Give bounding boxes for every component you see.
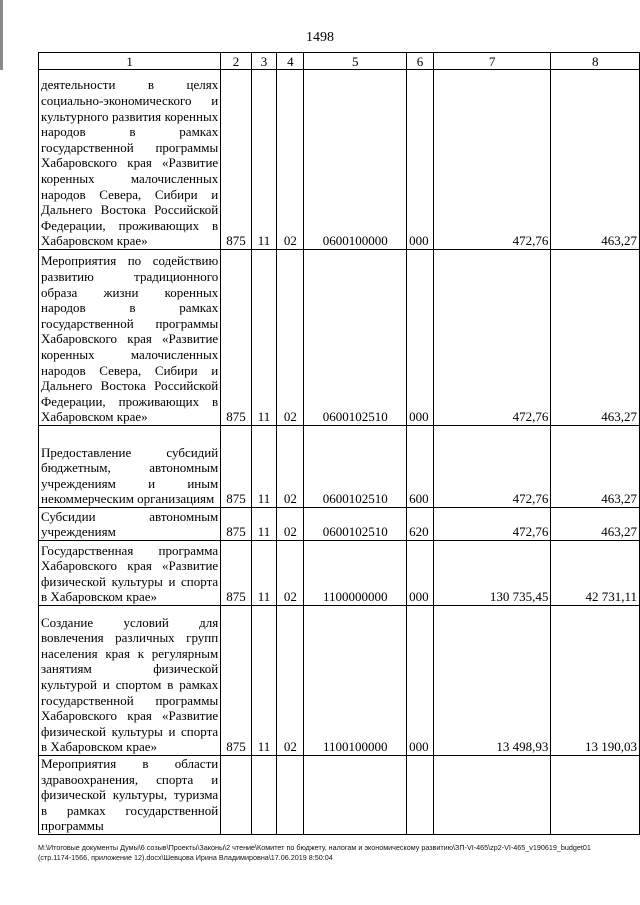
table-row: [39, 508, 640, 541]
cell-subsection: 02: [277, 508, 304, 541]
cell-section: 11: [251, 426, 276, 508]
cell-expense-type: 000: [407, 606, 434, 756]
cell-ministry: 875: [221, 250, 252, 426]
cell-target-article: 1100100000: [304, 606, 407, 756]
cell-target-article: 0600102510: [304, 250, 407, 426]
cell-subsection: 02: [277, 250, 304, 426]
cell-expense-type: 600: [407, 426, 434, 508]
row-name: Предоставление субсидий бюджетным, автономным учреждениям и иным некоммерческим организациям: [39, 426, 221, 508]
cell-amount-2021: 463,27: [551, 426, 640, 508]
cell-section: 11: [251, 606, 276, 756]
row-name: Мероприятия по содействию развитию традиционного образа жизни коренных народов в рамках государственной программы Хабаровского края «Развитие коренных малочисленных народов Севера, Сибири и Дальнего Востока Российской Федерации, проживающих в Хабаровском крае»: [39, 250, 221, 426]
cell-target-article: 0600102510: [304, 508, 407, 541]
cell-amount-2020: 130 735,45: [433, 541, 550, 606]
row-name: Субсидии автономным учреждениям: [39, 508, 221, 541]
cell-subsection: 02: [277, 426, 304, 508]
cell-ministry: 875: [221, 508, 252, 541]
cell-ministry: 875: [221, 70, 252, 250]
cell-amount-2020: 472,76: [433, 250, 550, 426]
cell-amount-2020: 472,76: [433, 70, 550, 250]
table-header-row: [39, 53, 640, 70]
cell-subsection: 02: [277, 606, 304, 756]
table-row: [39, 756, 640, 835]
column-header: 5: [304, 53, 407, 70]
cell-amount-2021: 463,27: [551, 250, 640, 426]
table-row: [39, 426, 640, 508]
cell-amount-2021: 463,27: [551, 508, 640, 541]
cell-expense-type: 000: [407, 250, 434, 426]
cell-ministry: 875: [221, 426, 252, 508]
table-row: [39, 250, 640, 426]
table-row: [39, 70, 640, 250]
cell-amount-2020: 13 498,93: [433, 606, 550, 756]
row-name: Мероприятия в области здравоохранения, спорта и физической культуры, туризма в рамках государственной программы: [39, 756, 221, 835]
cell-ministry: 875: [221, 541, 252, 606]
table-row: [39, 541, 640, 606]
column-header: 1: [39, 53, 221, 70]
cell-amount-2021: 13 190,03: [551, 606, 640, 756]
cell-amount-2021: 463,27: [551, 70, 640, 250]
cell-target-article: 0600102510: [304, 426, 407, 508]
column-header: 4: [277, 53, 304, 70]
cell-amount-2020: [433, 756, 550, 835]
footer-path-line: М:\Итоговые документы Думы\6 созыв\Проекты\Законы\2 чтение\Комитет по бюджету, налогам и экономическому развитию\ЗП-VI-465\zp2-VI-465_v190619_budget01: [38, 843, 591, 852]
row-name: деятельности в целях социально-экономического и культурного развития коренных народов в рамках государственной программы Хабаровского края «Развитие коренных малочисленных народов Севера, Сибири и Дальнего Востока Российской Федерации, проживающих в Хабаровском крае»: [39, 70, 221, 250]
cell-subsection: [277, 756, 304, 835]
row-name: Создание условий для вовлечения различных групп населения края к регулярным занятиям физической культурой и спортом в рамках государственной программы Хабаровского края «Развитие физической культуры и спорта в Хабаровском крае»: [39, 606, 221, 756]
cell-amount-2021: 42 731,11: [551, 541, 640, 606]
table-row: [39, 606, 640, 756]
cell-amount-2020: 472,76: [433, 508, 550, 541]
column-header: 8: [551, 53, 640, 70]
cell-section: 11: [251, 250, 276, 426]
cell-ministry: [221, 756, 252, 835]
cell-amount-2020: 472,76: [433, 426, 550, 508]
cell-expense-type: 000: [407, 541, 434, 606]
cell-section: 11: [251, 508, 276, 541]
column-header: 6: [407, 53, 434, 70]
cell-amount-2021: [551, 756, 640, 835]
cell-expense-type: [407, 756, 434, 835]
cell-target-article: 1100000000: [304, 541, 407, 606]
cell-ministry: 875: [221, 606, 252, 756]
cell-section: [251, 756, 276, 835]
cell-section: 11: [251, 70, 276, 250]
column-header: 3: [251, 53, 276, 70]
cell-subsection: 02: [277, 541, 304, 606]
cell-target-article: [304, 756, 407, 835]
row-name: Государственная программа Хабаровского края «Развитие физической культуры и спорта в Хабаровском крае»: [39, 541, 221, 606]
page-number: 1498: [306, 30, 334, 45]
document-path-footer: [38, 843, 628, 863]
column-header: 7: [433, 53, 550, 70]
cell-expense-type: 620: [407, 508, 434, 541]
cell-subsection: 02: [277, 70, 304, 250]
cell-target-article: 0600100000: [304, 70, 407, 250]
cell-section: 11: [251, 541, 276, 606]
footer-path-line: (стр.1174-1566, приложение 12).docx\Шевцова Ирина Владимировна\17.06.2019 8:50:04: [38, 853, 333, 862]
column-header: 2: [221, 53, 252, 70]
cell-expense-type: 000: [407, 70, 434, 250]
budget-table: [38, 52, 640, 835]
